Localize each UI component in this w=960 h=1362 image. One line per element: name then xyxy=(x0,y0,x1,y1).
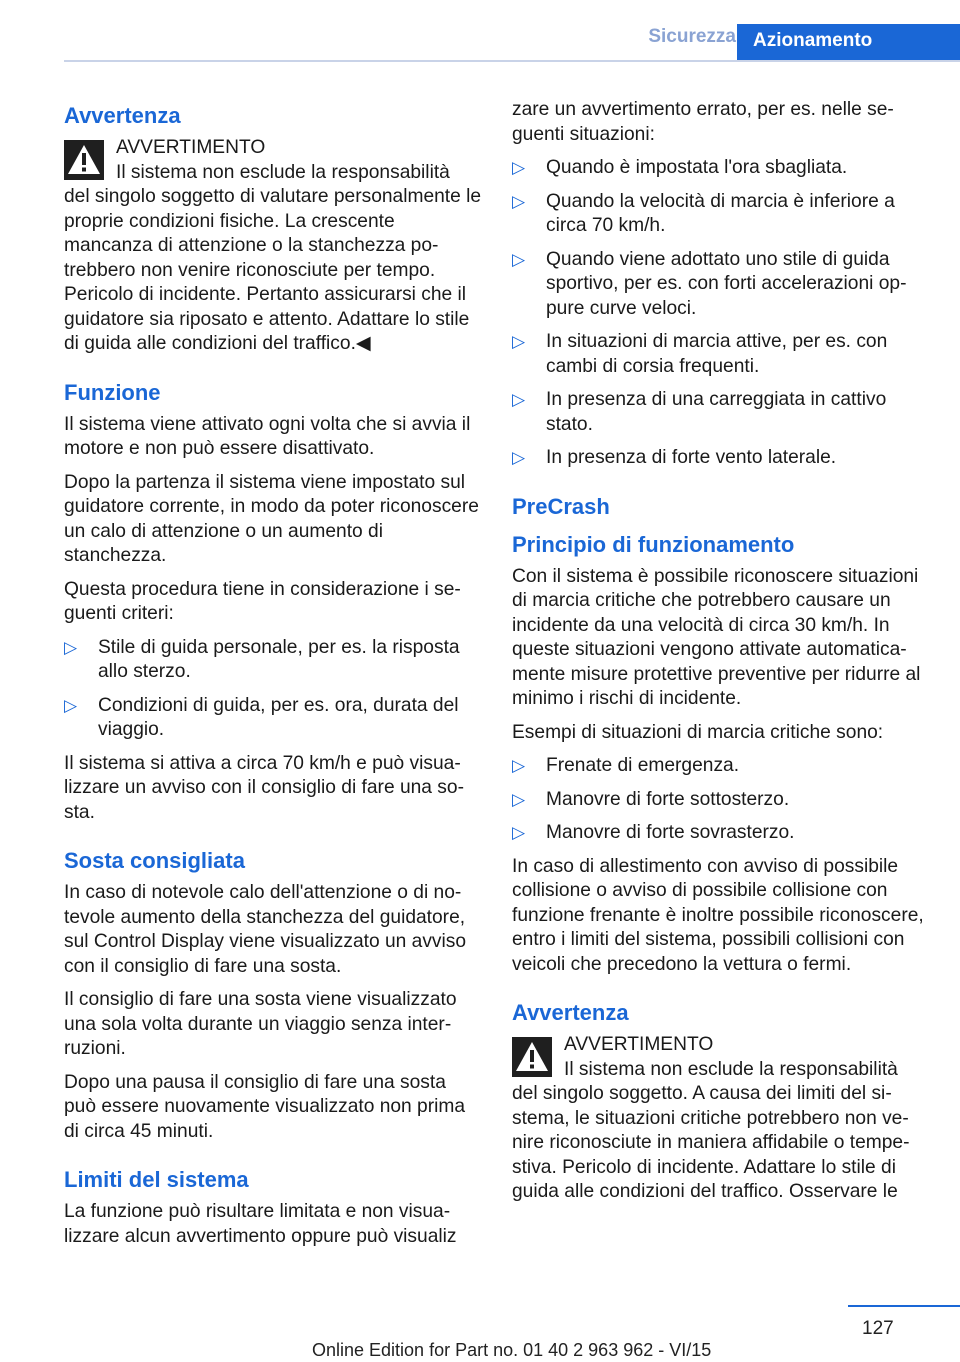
list-item: ▷ Quando la velocità di marcia è inferiore a circa 70 km/h. xyxy=(512,190,895,236)
warning-label: AVVERTIMENTO xyxy=(564,1034,714,1055)
warning-triangle-icon xyxy=(64,140,104,180)
list-item: ▷ Quando viene adottato uno stile di guida sportivo, per es. con forti accelerazioni oppure curve veloci. xyxy=(512,248,907,319)
warning-first-line: Il sistema non esclude la responsabilità xyxy=(564,1058,898,1080)
list-item: ▷ Quando è impostata l'ora sbagliata. xyxy=(512,156,930,181)
warning-label: AVVERTIMENTO xyxy=(116,137,266,158)
list-item: ▷ Stile di guida personale, per es. la risposta allo sterzo. xyxy=(64,636,460,682)
section-tab-sicurezza: Sicurezza xyxy=(648,26,736,47)
warning-block xyxy=(512,1033,930,1205)
paragraph: Dopo la partenza il sistema viene impostato sul guidatore corrente, in modo da poter riconoscere un calo di attenzione o un aumento di stanchezza. xyxy=(64,471,479,566)
bullet-icon: ▷ xyxy=(512,158,526,177)
heading-sosta-consigliata: Sosta consigliata xyxy=(64,848,245,873)
list-item: ▷ Manovre di forte sottosterzo. xyxy=(512,788,930,813)
bullet-icon: ▷ xyxy=(512,249,526,269)
paragraph: Con il sistema è possibile riconoscere situazioni di marcia critiche che potrebbero causare un incidente da una velocità di circa 30 km/h. In queste situazioni vengono attivate automaticamente misure protettive preventive per ridurre al minimo i rischi di incidente. xyxy=(512,565,921,709)
list-item: ▷ Frenate di emergenza. xyxy=(512,754,930,779)
footer-divider xyxy=(848,1305,960,1307)
paragraph: Il sistema viene attivato ogni volta che si avvia il motore e non può essere disattivato. xyxy=(64,413,471,459)
edition-footer: Online Edition for Part no. 01 40 2 963 962 - VI/15 xyxy=(312,1340,712,1360)
heading-funzione: Funzione xyxy=(64,379,161,405)
heading-principio-di-funzionamento: Principio di funzionamento xyxy=(512,531,795,557)
page-header xyxy=(0,0,960,62)
critical-situations-list xyxy=(512,754,930,846)
paragraph: Esempi di situazioni di marcia critiche sono: xyxy=(512,721,884,743)
paragraph: Il sistema si attiva a circa 70 km/h e può visualizzare un avviso con il consiglio di fare una sosta. xyxy=(64,752,464,823)
list-item: ▷ In presenza di una carreggiata in cattivo stato. xyxy=(512,389,887,435)
warning-block xyxy=(64,136,482,357)
list-item: ▷ In presenza di forte vento laterale. xyxy=(512,446,930,471)
heading-avvertenza: Avvertenza xyxy=(64,103,181,128)
bullet-icon: ▷ xyxy=(512,823,526,842)
heading-precrash: PreCrash xyxy=(512,493,610,519)
bullet-icon: ▷ xyxy=(64,637,78,657)
bullet-icon: ▷ xyxy=(512,191,526,211)
warning-text: del singolo soggetto di valutare personalmente le proprie condizioni fisiche. La crescente mancanza di attenzione o la stanchezza potrebbero non venire riconosciute per tempo. Pericolo di incidente. Pertanto assicurarsi che il guidatore sia riposato e attento. Adattare lo stile di guida alle condizioni del traffico.◀ xyxy=(64,186,482,354)
bullet-icon: ▷ xyxy=(512,789,526,809)
header-divider xyxy=(64,60,960,62)
paragraph: La funzione può risultare limitata e non visualizzare alcun avvertimento oppure può visualiz xyxy=(64,1201,457,1247)
bullet-icon: ▷ xyxy=(512,756,526,775)
criteria-list xyxy=(64,636,482,743)
warning-text: del singolo soggetto. A causa dei limiti del sistema, le situazioni critiche potrebbero non venire riconosciute in maniera affidabile o tempestiva. Pericolo di incidente. Adattare lo stile di guida alle condizioni del traffico. Osservare le xyxy=(512,1083,910,1202)
warning-triangle-icon xyxy=(512,1037,552,1077)
heading-avvertenza: Avvertenza xyxy=(512,1000,629,1025)
warning-first-line: Il sistema non esclude la responsabilità xyxy=(116,161,450,183)
page-number: 127 xyxy=(862,1318,894,1339)
section-tab-azionamento: Azionamento xyxy=(737,24,960,62)
paragraph: In caso di notevole calo dell'attenzione o di notevole aumento della stanchezza del guidatore, sul Control Display viene visualizzato un avviso con il consiglio di fare una sosta. xyxy=(64,882,467,977)
paragraph: Questa procedura tiene in considerazione i seguenti criteri: xyxy=(64,578,461,624)
bullet-icon: ▷ xyxy=(512,448,526,467)
paragraph: Dopo una pausa il consiglio di fare una sosta può essere nuovamente visualizzato non prima di circa 45 minuti. xyxy=(64,1071,466,1142)
list-item: ▷ Manovre di forte sovrasterzo. xyxy=(512,821,930,846)
list-item: ▷ In situazioni di marcia attive, per es. con cambi di corsia frequenti. xyxy=(512,331,888,377)
paragraph: Il consiglio di fare una sosta viene visualizzato una sola volta durante un viaggio senza interruzioni. xyxy=(64,989,457,1059)
situations-list xyxy=(512,156,930,471)
paragraph: zare un avvertimento errato, per es. nelle seguenti situazioni: xyxy=(512,99,894,145)
left-column xyxy=(64,102,482,1258)
bullet-icon: ▷ xyxy=(512,390,526,409)
bullet-icon: ▷ xyxy=(64,695,78,715)
paragraph: In caso di allestimento con avviso di possibile collisione o avviso di possibile collisione con funzione frenante è inoltre possibile riconoscere, entro i limiti del sistema, possibili collisioni con veicoli che precedono la vettura o fermi. xyxy=(512,855,924,975)
right-column xyxy=(512,98,930,1214)
list-item: ▷ Condizioni di guida, per es. ora, durata del viaggio. xyxy=(64,694,459,740)
heading-limiti-del-sistema: Limiti del sistema xyxy=(64,1167,249,1192)
bullet-icon: ▷ xyxy=(512,332,526,351)
